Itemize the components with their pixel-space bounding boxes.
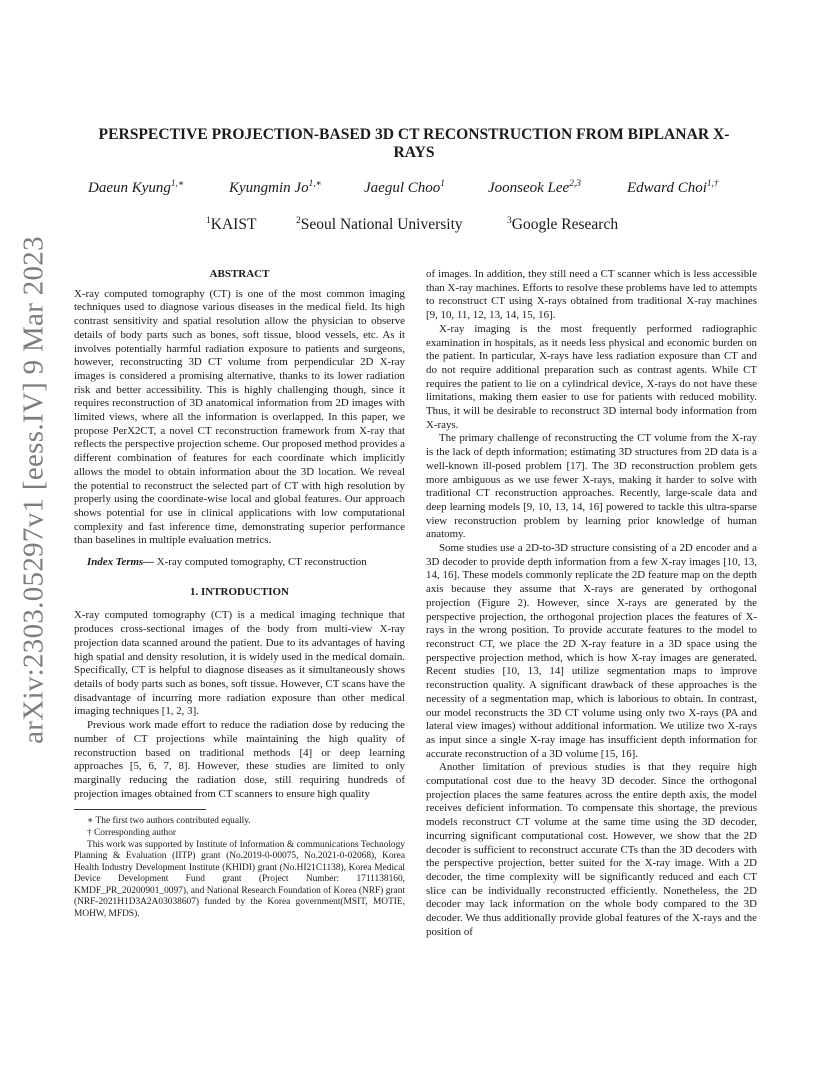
body-paragraph: The primary challenge of reconstructing the CT volume from the X-ray is the lack of depth information; estimating 3D structures from 2D data is a well-known ill-posed problem [17]. The 3D reconstruction problem gets more ambiguous as we use fewer X-rays, making it harder to solve with traditional CT reconstruction approaches. Recently, large-scale data and deep learning models [9, 10, 13, 14, 16] powered to tackle this ultra-sparse view reconstruction problem by learning prior knowledge of human anatomy. — [426, 432, 757, 541]
paper-title: PERSPECTIVE PROJECTION-BASED 3D CT RECONSTRUCTION FROM BIPLANAR X-RAYS — [98, 126, 730, 161]
footnotes — [74, 816, 405, 920]
index-terms-text: X-ray computed tomography, CT reconstruction — [154, 556, 367, 569]
right-column — [426, 268, 757, 939]
footnote: This work was supported by Institute of Information & communications Technology Planning & Evaluation (IITP) grant (No.2019-0-00075, No.2021-0-02068), Korea Health Industry Development Institute (KHIDI) grant (No.HI21C1138), Korea Medical Device Development Fund grant (Project Number: 1711138160, KMDF_PR_20200901_0097), and National Research Foundation of Korea (NRF) grant (NRF-2021H1D3A2A03038607) funded by the Korea government(MSIT, MOTIE, MOHW, MFDS). — [74, 839, 405, 920]
author: Kyungmin $Jo^{1,∗}$ — [229, 179, 322, 196]
arxiv-sidebar-stamp — [10, 236, 58, 744]
body-paragraph: of images. In addition, they still need a CT scanner which is less accessible than X-ray machines. Efforts to resolve these problems have led to attempts to reconstruct CT using X-rays obtained from traditional X-ray machines [9, 10, 11, 12, 13, 14, 15, 16]. — [426, 268, 757, 322]
footnote-rule — [74, 809, 206, 810]
body-paragraph: Some studies use a 2D-to-3D structure consisting of a 2D encoder and a 3D decoder to provide depth information from a few X-ray images [10, 13, 14, 16]. These models commonly replicate the 2D feature map on the depth axis because they assume that X-rays are generated by orthogonal projection (Figure 2). However, since X-rays are generated by the perspective projection, the orthogonal projection places the features of X-rays in the wrong position. To provide accurate features to the model to reconstruct CT, we place the 2D X-ray feature in a 3D space using the perspective projection method, which is how X-ray images are generated. Recent studies [10, 13, 14] utilize segmentation maps to improve reconstruction quality. A significant drawback of these approaches is the necessity of a segmentation map, which is laborious to obtain. In contrast, our model reconstructs the 3D CT volume using only two X-rays (PA and lateral view images) without additional information. We utilize two X-rays as input since a single X-ray image has insufficient depth information for accurate reconstruction of a 3D volume [15, 16]. — [426, 542, 757, 760]
intro-paragraph: X-ray computed tomography (CT) is a medical imaging technique that produces cross-sectional images of the body from multi-view X-ray projection data scanned around the patient. Due to its advantages of having high spatial and density resolution, it is widely used in the medical domain. Specifically, CT is helpful to diagnose diseases as it simultaneously shows details of body parts such as bones, soft tissue. However, CT scans have the disadvantage of incurring more radiation exposure than other medical imaging techniques [1, 2, 3]. — [74, 609, 405, 718]
index-terms-label: Index Terms— — [87, 556, 155, 569]
intro-paragraph: Previous work made effort to reduce the radiation dose by reducing the number of CT projections while maintaining the high quality of reconstruction based on traditional methods [4] or deep learning approaches [5, 6, 7, 8]. However, these studies are limited to only marginally reducing the radiation dose, still requiring hundreds of projection images obtained from CT scanners to ensure high quality — [74, 719, 405, 800]
author: Edward Choi$^{1,\dagger}$ — [627, 179, 719, 196]
footnote: ∗ The first two authors contributed equally. — [87, 816, 251, 827]
author: Daeun Kyung$^{1,∗}$ — [88, 179, 185, 196]
abstract-heading: ABSTRACT — [209, 268, 270, 280]
arxiv-id: arXiv:2303.05297v1 [eess.IV] 9 Mar 2023 — [17, 236, 50, 744]
affiliation: $^2$Seoul National University — [296, 214, 463, 233]
author: Jaegul Choo$^1$ — [364, 179, 445, 196]
abstract-text: X-ray computed tomography (CT) is one of the most common imaging techniques used to diagnose various diseases in the medical field. Its high contrast sensitivity and spatial resolution allow the physician to observe details of body parts such as bones, soft tissue, blood vessels, etc. As it involves potentially harmful radiation exposure to patients and surgeons, however, reconstructing 3D CT volume from perpendicular 2D X-ray images is considered a promising alternative, thanks to its lower radiation risk and better accessibility. This is highly challenging though, since it requires reconstruction of 3D anatomical information from 2D images with limited views, where all the information is overlapped. In this paper, we propose PerX2CT, a novel CT reconstruction framework from X-ray that reflects the perspective projection scheme. Our proposed method provides a different combination of features for each coordinate which implicitly allows the model to obtain information about the 3D location. We reveal the potential to reconstruct the selected part of CT with high resolution by properly using the coordinate-wise local and global features. Our approach shows potential for use in clinical applications with low computational complexity and fast inference time, demonstrating superior performance than baselines in multiple evaluation metrics. — [74, 287, 405, 547]
body-paragraph: X-ray imaging is the most frequently performed radiographic examination in hospitals, as it needs less physical and economic burden on the patient. In particular, X-rays have less radiation exposure than CT and do not require additional preparation such as contrast agents. While CT requires the patient to lie on a cylindrical device, X-rays do not have these limitations, making them easier to use for patients with reduced mobility. Thus, it will be desirable to reconstruct 3D internal body information from X-rays. — [426, 322, 757, 431]
footnote: † Corresponding author — [87, 827, 177, 838]
left-column — [74, 268, 405, 921]
index-terms — [74, 556, 405, 570]
affiliation: $^1$KAIST — [206, 214, 257, 233]
body-paragraph: Another limitation of previous studies is that they require high computational cost due to the heavy 3D decoder. Since the orthogonal projection places the same features across the entire depth axis, the model receives deficient information. To compensate this shortage, the previous models reconstruct CT volume at the same time using the 3D decoder, incurring significant computational cost. However, we show that the 2D decoder is sufficient to reconstruct accurate CTs than the 3D decoders with the perspective projection, better suited for the X-ray image. With a 2D decoder, the time complexity will be significantly reduced and each CT slice can be individually reconstructed efficiently. Nonetheless, the 2D decoder may lack information on the whole body compared to the 3D decoder. We thus additionally provide global features of the X-rays and the position of — [426, 761, 757, 938]
author: Joonseok Lee$^{2,3}$ — [488, 179, 581, 196]
introduction-heading: 1. INTRODUCTION — [189, 585, 289, 598]
affiliation: $^3$Google Research — [507, 214, 619, 233]
